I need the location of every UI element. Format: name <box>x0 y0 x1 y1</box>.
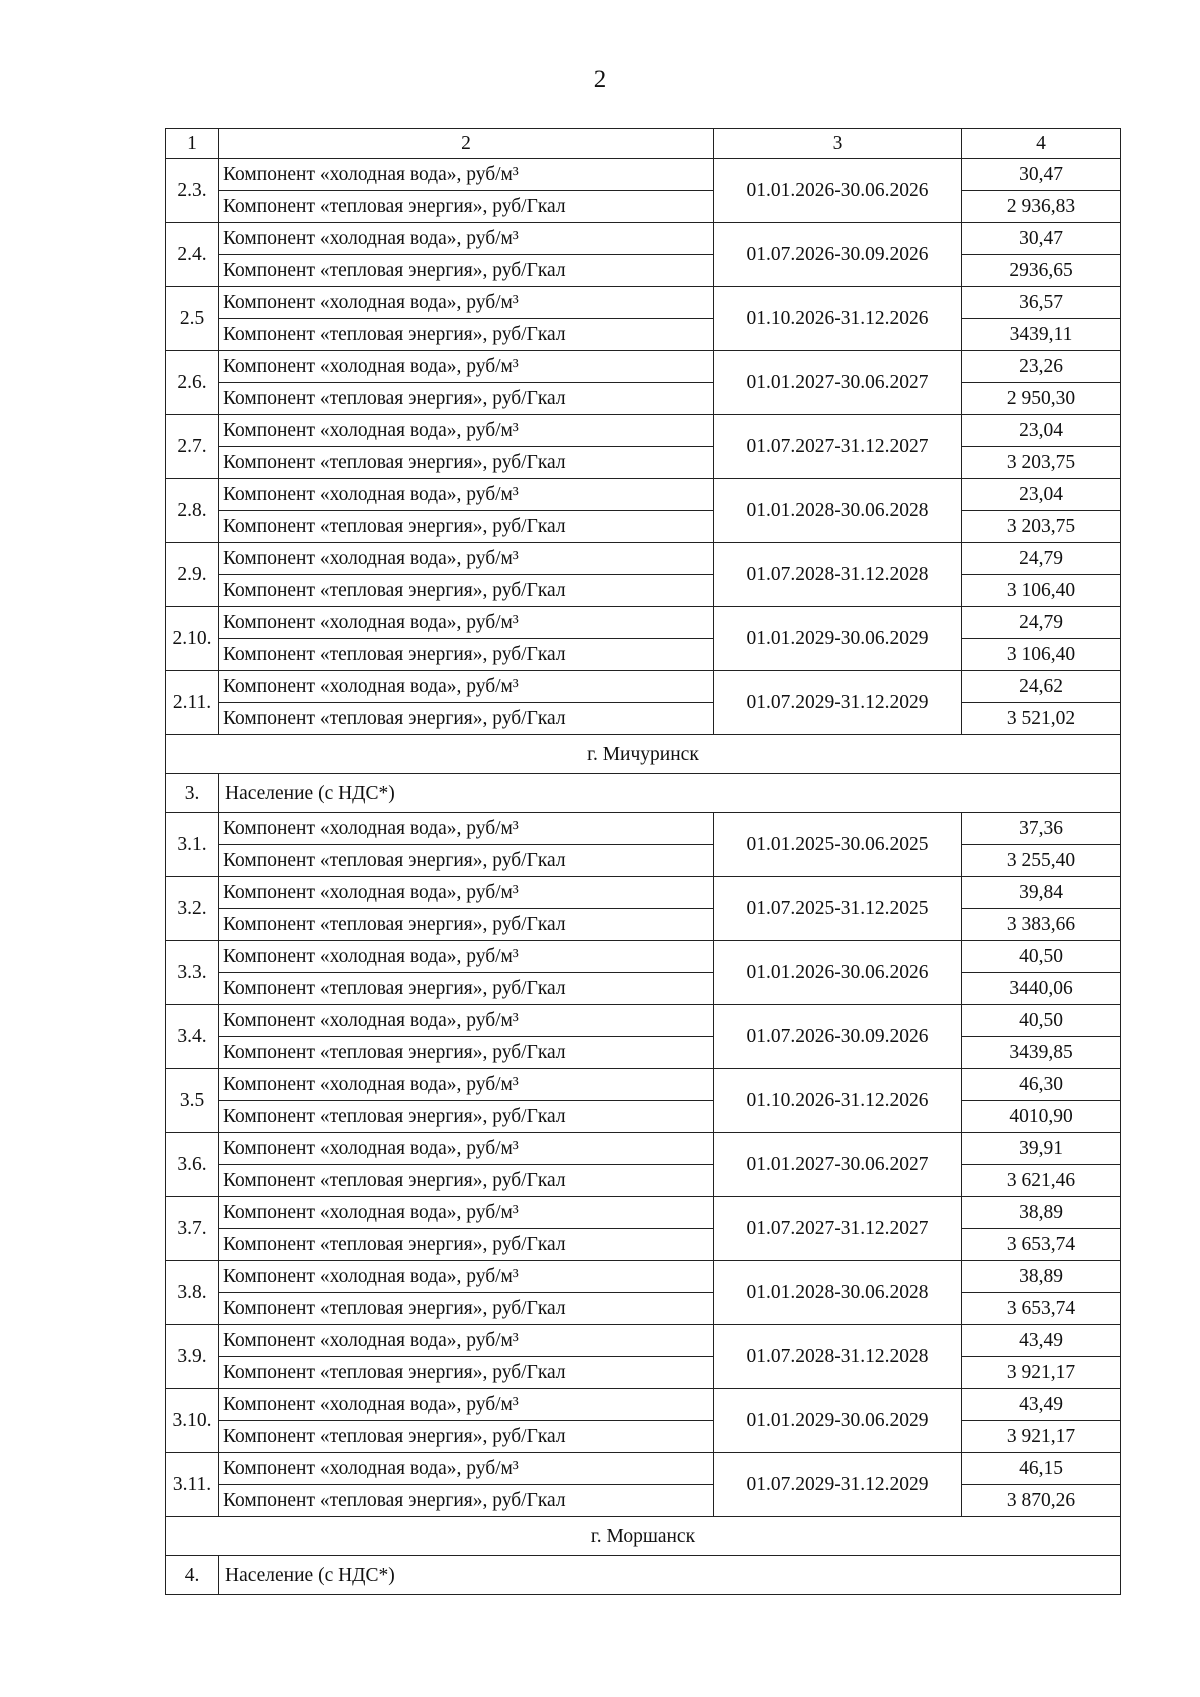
table-row <box>166 909 1121 941</box>
group-row <box>166 1556 1121 1595</box>
row-number: 2.4. <box>166 223 219 287</box>
component-label: Компонент «холодная вода», руб/м³ <box>219 1453 714 1485</box>
tariff-value: 3 921,17 <box>962 1421 1121 1453</box>
row-number: 2.8. <box>166 479 219 543</box>
tariff-value: 36,57 <box>962 287 1121 319</box>
tariff-table <box>165 128 1121 1595</box>
component-label: Компонент «тепловая энергия», руб/Гкал <box>219 447 714 479</box>
tariff-value: 3 255,40 <box>962 845 1121 877</box>
header-cell-1: 1 <box>166 129 219 159</box>
tariff-value: 23,04 <box>962 479 1121 511</box>
table-row <box>166 351 1121 383</box>
period-cell: 01.01.2027-30.06.2027 <box>714 1133 962 1197</box>
row-number: 2.5 <box>166 287 219 351</box>
component-label: Компонент «холодная вода», руб/м³ <box>219 1325 714 1357</box>
city-name: г. Моршанск <box>166 1517 1121 1556</box>
component-label: Компонент «холодная вода», руб/м³ <box>219 671 714 703</box>
table-row <box>166 703 1121 735</box>
table-row <box>166 1389 1121 1421</box>
table-row <box>166 1069 1121 1101</box>
component-label: Компонент «холодная вода», руб/м³ <box>219 351 714 383</box>
table-row <box>166 223 1121 255</box>
table-row <box>166 383 1121 415</box>
tariff-value: 40,50 <box>962 941 1121 973</box>
row-number: 2.3. <box>166 159 219 223</box>
tariff-value: 3439,11 <box>962 319 1121 351</box>
table-row <box>166 415 1121 447</box>
component-label: Компонент «тепловая энергия», руб/Гкал <box>219 973 714 1005</box>
component-label: Компонент «тепловая энергия», руб/Гкал <box>219 639 714 671</box>
table-row <box>166 1357 1121 1389</box>
component-label: Компонент «тепловая энергия», руб/Гкал <box>219 383 714 415</box>
group-row <box>166 774 1121 813</box>
tariff-value: 3 870,26 <box>962 1485 1121 1517</box>
city-row <box>166 735 1121 774</box>
table-row <box>166 1165 1121 1197</box>
component-label: Компонент «холодная вода», руб/м³ <box>219 1133 714 1165</box>
table-row <box>166 1037 1121 1069</box>
component-label: Компонент «холодная вода», руб/м³ <box>219 159 714 191</box>
tariff-value: 2 936,83 <box>962 191 1121 223</box>
tariff-value: 3440,06 <box>962 973 1121 1005</box>
component-label: Компонент «тепловая энергия», руб/Гкал <box>219 1101 714 1133</box>
tariff-value: 2 950,30 <box>962 383 1121 415</box>
component-label: Компонент «тепловая энергия», руб/Гкал <box>219 1229 714 1261</box>
tariff-value: 30,47 <box>962 223 1121 255</box>
period-cell: 01.01.2027-30.06.2027 <box>714 351 962 415</box>
period-cell: 01.10.2026-31.12.2026 <box>714 1069 962 1133</box>
component-label: Компонент «холодная вода», руб/м³ <box>219 223 714 255</box>
tariff-value: 23,26 <box>962 351 1121 383</box>
tariff-value: 38,89 <box>962 1261 1121 1293</box>
row-number: 3.9. <box>166 1325 219 1389</box>
period-cell: 01.01.2025-30.06.2025 <box>714 813 962 877</box>
table-row <box>166 543 1121 575</box>
period-cell: 01.01.2029-30.06.2029 <box>714 607 962 671</box>
tariff-value: 3 203,75 <box>962 447 1121 479</box>
tariff-value: 30,47 <box>962 159 1121 191</box>
component-label: Компонент «холодная вода», руб/м³ <box>219 1005 714 1037</box>
period-cell: 01.01.2026-30.06.2026 <box>714 159 962 223</box>
page-number: 2 <box>593 66 607 93</box>
period-cell: 01.07.2029-31.12.2029 <box>714 671 962 735</box>
table-row <box>166 447 1121 479</box>
component-label: Компонент «холодная вода», руб/м³ <box>219 877 714 909</box>
period-cell: 01.07.2028-31.12.2028 <box>714 1325 962 1389</box>
table-row <box>166 607 1121 639</box>
table-row <box>166 1229 1121 1261</box>
component-label: Компонент «тепловая энергия», руб/Гкал <box>219 511 714 543</box>
tariff-value: 23,04 <box>962 415 1121 447</box>
tariff-value: 3 106,40 <box>962 639 1121 671</box>
table-row <box>166 1133 1121 1165</box>
period-cell: 01.01.2026-30.06.2026 <box>714 941 962 1005</box>
component-label: Компонент «холодная вода», руб/м³ <box>219 607 714 639</box>
component-label: Компонент «холодная вода», руб/м³ <box>219 813 714 845</box>
period-cell: 01.07.2026-30.09.2026 <box>714 1005 962 1069</box>
tariff-value: 3 653,74 <box>962 1293 1121 1325</box>
tariff-value: 40,50 <box>962 1005 1121 1037</box>
component-label: Компонент «тепловая энергия», руб/Гкал <box>219 845 714 877</box>
component-label: Компонент «холодная вода», руб/м³ <box>219 1069 714 1101</box>
table-row <box>166 255 1121 287</box>
row-number: 2.6. <box>166 351 219 415</box>
tariff-value: 43,49 <box>962 1389 1121 1421</box>
row-number: 3.11. <box>166 1453 219 1517</box>
row-number: 2.9. <box>166 543 219 607</box>
group-label: Население (с НДС*) <box>219 1556 1121 1595</box>
header-cell-4: 4 <box>962 129 1121 159</box>
table-row <box>166 191 1121 223</box>
tariff-value: 3 621,46 <box>962 1165 1121 1197</box>
table-row <box>166 1485 1121 1517</box>
tariff-value: 46,30 <box>962 1069 1121 1101</box>
table-row <box>166 1421 1121 1453</box>
table-row <box>166 1453 1121 1485</box>
component-label: Компонент «холодная вода», руб/м³ <box>219 1389 714 1421</box>
component-label: Компонент «тепловая энергия», руб/Гкал <box>219 255 714 287</box>
tariff-value: 39,91 <box>962 1133 1121 1165</box>
tariff-value: 24,79 <box>962 607 1121 639</box>
tariff-value: 4010,90 <box>962 1101 1121 1133</box>
tariff-value: 2936,65 <box>962 255 1121 287</box>
component-label: Компонент «тепловая энергия», руб/Гкал <box>219 909 714 941</box>
table-row <box>166 1293 1121 1325</box>
table-row <box>166 941 1121 973</box>
component-label: Компонент «тепловая энергия», руб/Гкал <box>219 1037 714 1069</box>
group-label: Население (с НДС*) <box>219 774 1121 813</box>
row-number: 2.11. <box>166 671 219 735</box>
table-row <box>166 1325 1121 1357</box>
row-number: 3.5 <box>166 1069 219 1133</box>
table-row <box>166 319 1121 351</box>
component-label: Компонент «тепловая энергия», руб/Гкал <box>219 703 714 735</box>
tariff-value: 3 521,02 <box>962 703 1121 735</box>
component-label: Компонент «тепловая энергия», руб/Гкал <box>219 1165 714 1197</box>
row-number: 4. <box>166 1556 219 1595</box>
tariff-value: 38,89 <box>962 1197 1121 1229</box>
table-row <box>166 479 1121 511</box>
period-cell: 01.07.2027-31.12.2027 <box>714 415 962 479</box>
tariff-value: 3 106,40 <box>962 575 1121 607</box>
period-cell: 01.01.2028-30.06.2028 <box>714 1261 962 1325</box>
table-row <box>166 1005 1121 1037</box>
row-number: 2.7. <box>166 415 219 479</box>
table-row <box>166 1197 1121 1229</box>
period-cell: 01.01.2028-30.06.2028 <box>714 479 962 543</box>
tariff-value: 46,15 <box>962 1453 1121 1485</box>
row-number: 3.2. <box>166 877 219 941</box>
table-row <box>166 287 1121 319</box>
period-cell: 01.07.2026-30.09.2026 <box>714 223 962 287</box>
component-label: Компонент «тепловая энергия», руб/Гкал <box>219 1485 714 1517</box>
component-label: Компонент «тепловая энергия», руб/Гкал <box>219 319 714 351</box>
table-row <box>166 511 1121 543</box>
period-cell: 01.07.2028-31.12.2028 <box>714 543 962 607</box>
period-cell: 01.07.2027-31.12.2027 <box>714 1197 962 1261</box>
period-cell: 01.10.2026-31.12.2026 <box>714 287 962 351</box>
component-label: Компонент «холодная вода», руб/м³ <box>219 479 714 511</box>
tariff-value: 24,62 <box>962 671 1121 703</box>
period-cell: 01.07.2025-31.12.2025 <box>714 877 962 941</box>
table-row <box>166 973 1121 1005</box>
row-number: 3.7. <box>166 1197 219 1261</box>
row-number: 2.10. <box>166 607 219 671</box>
component-label: Компонент «холодная вода», руб/м³ <box>219 287 714 319</box>
table-row <box>166 877 1121 909</box>
table-header-row <box>166 129 1121 159</box>
tariff-value: 37,36 <box>962 813 1121 845</box>
table-row <box>166 639 1121 671</box>
tariff-value: 3 203,75 <box>962 511 1121 543</box>
table-row <box>166 159 1121 191</box>
component-label: Компонент «холодная вода», руб/м³ <box>219 543 714 575</box>
tariff-value: 3 383,66 <box>962 909 1121 941</box>
table-row <box>166 671 1121 703</box>
table-row <box>166 813 1121 845</box>
city-row <box>166 1517 1121 1556</box>
row-number: 3.10. <box>166 1389 219 1453</box>
row-number: 3.3. <box>166 941 219 1005</box>
period-cell: 01.01.2029-30.06.2029 <box>714 1389 962 1453</box>
tariff-value: 43,49 <box>962 1325 1121 1357</box>
component-label: Компонент «холодная вода», руб/м³ <box>219 415 714 447</box>
tariff-value: 3 653,74 <box>962 1229 1121 1261</box>
tariff-value: 24,79 <box>962 543 1121 575</box>
city-name: г. Мичуринск <box>166 735 1121 774</box>
row-number: 3. <box>166 774 219 813</box>
tariff-value: 39,84 <box>962 877 1121 909</box>
component-label: Компонент «тепловая энергия», руб/Гкал <box>219 1421 714 1453</box>
row-number: 3.8. <box>166 1261 219 1325</box>
table-row <box>166 845 1121 877</box>
table-row <box>166 1261 1121 1293</box>
header-cell-3: 3 <box>714 129 962 159</box>
component-label: Компонент «холодная вода», руб/м³ <box>219 1197 714 1229</box>
table-row <box>166 1101 1121 1133</box>
component-label: Компонент «тепловая энергия», руб/Гкал <box>219 1293 714 1325</box>
row-number: 3.6. <box>166 1133 219 1197</box>
header-cell-2: 2 <box>219 129 714 159</box>
component-label: Компонент «холодная вода», руб/м³ <box>219 941 714 973</box>
component-label: Компонент «холодная вода», руб/м³ <box>219 1261 714 1293</box>
period-cell: 01.07.2029-31.12.2029 <box>714 1453 962 1517</box>
row-number: 3.1. <box>166 813 219 877</box>
table-row <box>166 575 1121 607</box>
component-label: Компонент «тепловая энергия», руб/Гкал <box>219 191 714 223</box>
component-label: Компонент «тепловая энергия», руб/Гкал <box>219 1357 714 1389</box>
tariff-value: 3439,85 <box>962 1037 1121 1069</box>
tariff-value: 3 921,17 <box>962 1357 1121 1389</box>
row-number: 3.4. <box>166 1005 219 1069</box>
component-label: Компонент «тепловая энергия», руб/Гкал <box>219 575 714 607</box>
